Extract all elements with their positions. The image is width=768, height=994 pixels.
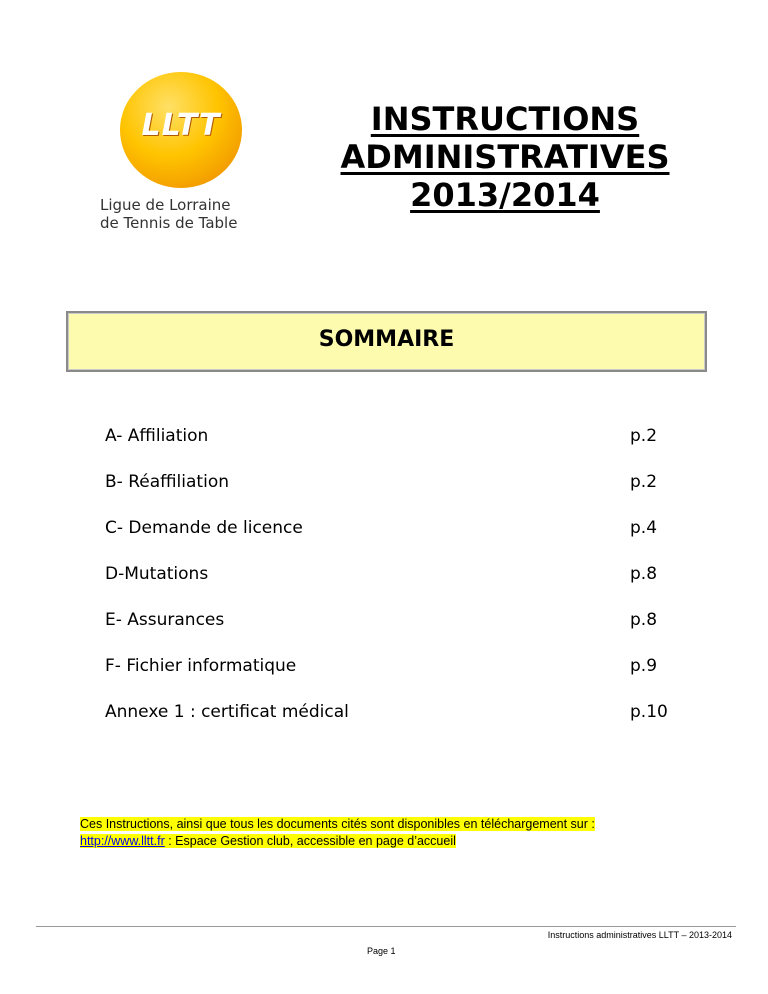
toc-item-label: A- Affiliation <box>105 426 209 446</box>
footer-page-number: Page 1 <box>367 946 396 956</box>
toc-item[interactable] <box>105 564 665 610</box>
toc-item-label: E- Assurances <box>105 610 225 630</box>
toc-item-page: p.10 <box>630 702 668 722</box>
toc-item[interactable] <box>105 610 665 656</box>
note-line1: Ces Instructions, ainsi que tous les documents cités sont disponibles en téléchargement sur : <box>80 817 595 831</box>
toc-item-label: Annexe 1 : certificat médical <box>105 702 349 722</box>
toc-item[interactable] <box>105 518 665 564</box>
toc-item-page: p.8 <box>630 564 658 584</box>
toc-item-label: F- Fichier informatique <box>105 656 297 676</box>
website-link[interactable]: http://www.lltt.fr <box>80 834 165 848</box>
footer-doc-title: Instructions administratives LLTT – 2013-2014 <box>547 930 732 940</box>
sommaire-box <box>66 311 707 372</box>
toc-item-page: p.2 <box>630 426 658 446</box>
footer-divider <box>36 926 736 927</box>
sommaire-heading: SOMMAIRE <box>318 327 455 352</box>
logo-caption-line1: Ligue de Lorraine <box>100 196 231 214</box>
toc-item-page: p.9 <box>630 656 658 676</box>
document-title <box>320 100 690 214</box>
note-line2: : Espace Gestion club, accessible en page d’accueil <box>164 834 456 848</box>
toc-item-page: p.2 <box>630 472 658 492</box>
toc-item[interactable] <box>105 426 665 472</box>
logo-caption <box>100 196 270 232</box>
toc-item[interactable] <box>105 702 668 748</box>
toc-item[interactable] <box>105 656 665 702</box>
logo-circle-icon <box>120 72 242 188</box>
toc-item[interactable] <box>105 472 665 518</box>
title-line2: ADMINISTRATIVES <box>340 138 670 176</box>
title-line3: 2013/2014 <box>410 176 600 214</box>
toc-item-page: p.4 <box>630 518 658 538</box>
toc-item-label: B- Réaffiliation <box>105 472 229 492</box>
table-of-contents <box>105 426 668 748</box>
lltt-logo <box>100 72 260 237</box>
toc-item-label: D-Mutations <box>105 564 209 584</box>
download-note <box>80 816 700 850</box>
title-line1: INSTRUCTIONS <box>370 100 640 138</box>
logo-text: LLTT <box>141 108 221 143</box>
toc-item-label: C- Demande de licence <box>105 518 303 538</box>
logo-caption-line2: de Tennis de Table <box>100 214 238 232</box>
toc-item-page: p.8 <box>630 610 658 630</box>
